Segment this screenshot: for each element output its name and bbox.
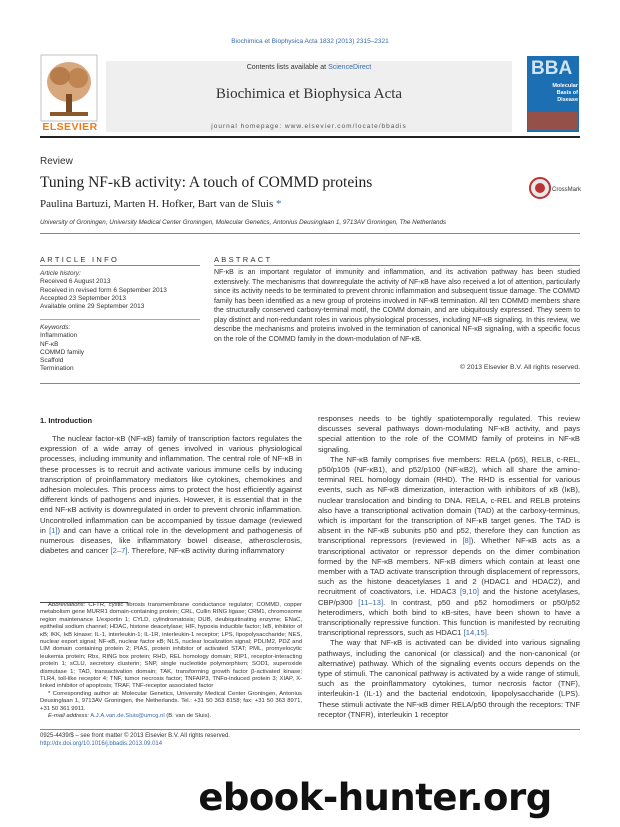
divider: [214, 265, 580, 266]
cover-acronym: BBA: [531, 58, 573, 79]
abbreviations-footnote: Abbreviations: CFTR, cystic fibrosis transmembrane conductance regulator; COMMD, copper metabolism gene MURR1 domain-containing protein; CRL, Cullin RING ligase; CRM1, chromosome region maintenance 1/exportin 1; CYLD, cylindromatosis; DUB, deubiquitinating enzyme; ENaC, epithelial sodium channel; HDAC, histone deacetylase; HIF, hypoxia inducible factor; IκB, inhibitor of κB; IKK, IκB kinase; IL-1, interleukin-1; IL-1R, interleukin-1 receptor; LPS, lipopolysaccharide; NES, nuclear export signal; NF-κB, nuclear factor κB; NLS, nuclear localization signal; PDLIM2, PDZ and LIM domain containing protein 2; PIAS, protein inhibitor of activated STAT; PML, promyelocytic leukemia protein; Rbx, RING box protein; RHD, REL homology domain; RIP1, receptor-interacting protein 1; sCLU, secretory clusterin; SNP, single nucleotide polymorphism; SOD1, superoxide dismutase 1; TAD, transactivation domain; TAK, transforming growth factor β-activated kinase; TLR4, toll-like receptor 4; TNF, tumor necrosis factor; TNFAIP3, TNFα-induced protein 3; XIAP, X-linked inhibitor of apoptosis; TRAF, TNF-receptor associated factor: [40, 602, 302, 690]
body-column-right: [318, 414, 580, 720]
keyword: Termination: [40, 365, 74, 373]
author-affiliation: University of Groningen, University Medical Center Groningen, Molecular Genetics, Antonius Deusinglaan 1, 9713AV Groningen, The Netherlands: [40, 219, 447, 226]
email-link[interactable]: A.J.A.van.de.Sluis@umcg.nl: [90, 713, 165, 720]
divider: [40, 265, 200, 266]
paragraph: The NF-κB family comprises five members: RELA (p65), RELB, c-REL, p50/p105 (NF-κB1), and p52/p100 (NF-κB2), which all share the amino-terminal REL homology domain (RHD). The RHD is essential for various events, such as NF-κB dimerization, interaction with inhibitors of κB (IκB), nuclear translocation and binding to DNA. RELA, c-REL and RELB proteins also have a transcriptional activation domain (TAD) at the carboxy-terminus, which is important for the transcription of NF-κB target genes. The TAD is absent in the NF-κB subunits p50 and p52, therefore they can function as transcriptional repressors (reviewed in [8]). Whether NF-κB acts as a transcriptional activator or repressor depends on the dimer combination formed by the NF-κB members. NF-κB dimers which contain at least one member with a TAD activate transcription through displacement of repressors, such as the histone deacetylases 1 and 2 (HDAC1 and HDAC2), and recruitment of coactivators, i.e. HDAC3 [9,10] and the histone acetylases, CBP/p300 [11–13]. In contrast, p50 and p52 homodimers or p50/p52 heterodimers, which both bind to κB-sites, have been shown to have a transcriptionally repressive function. This function is manifested by recruiting transcriptional repressors, such as HDAC1 [14,15].: [318, 454, 581, 638]
elsevier-tree-logo: [40, 54, 98, 124]
paragraph: responses needs to be tightly spatiotemporally regulated. This review discusses several pathways down-modulating NF-κB activity, and pays special attention to the role of the COMMD family of proteins in NF-κB signaling.: [318, 414, 580, 454]
doi-link[interactable]: http://dx.doi.org/10.1016/j.bbadis.2013.09.014: [40, 741, 163, 747]
contents-line: Contents lists available at ScienceDirect: [246, 64, 372, 71]
journal-citation[interactable]: Biochimica et Biophysica Acta 1832 (2013) 2315–2321: [231, 38, 389, 45]
corresponding-author-footnote: * Corresponding author at: Molecular Genetics, University Medical Center Groningen, Antonius Deusinglaan 1, 9713AV Groningen, the Netherlands. Tel.: +31 50 363 8158; fax: +31 50 363 8971, +31 50 361 9911.: [40, 690, 302, 712]
history-accepted: Accepted 23 September 2013: [40, 294, 127, 302]
article-history: [40, 270, 167, 311]
citation-link[interactable]: [11–13]: [358, 597, 384, 607]
cover-subtitle: Molecular Basis of Disease: [552, 83, 578, 103]
history-online: Available online 29 September 2013: [40, 303, 145, 311]
footnotes: [40, 602, 302, 721]
divider: [40, 729, 580, 730]
cover-band: [528, 112, 578, 130]
divider: [40, 233, 580, 234]
history-label: Article history:: [40, 270, 81, 277]
keyword: NF-κB: [40, 340, 59, 348]
keyword: COMMD family: [40, 348, 85, 356]
journal-homepage[interactable]: journal homepage: www.elsevier.com/locate/bbadis: [211, 123, 407, 130]
article-title: Tuning NF-κB activity: A touch of COMMD proteins: [40, 174, 373, 191]
keyword: Inflammation: [40, 332, 78, 340]
issn-line: 0925-4439/$ – see front matter © 2013 Elsevier B.V. All rights reserved. http://dx.doi.org/10.1016/j.bbadis.2013.09.014: [40, 733, 230, 747]
divider: [40, 383, 580, 384]
abstract-text: NF-κB is an important regulator of immunity and inflammation, and its activation pathway has been studied extensively. The mechanisms that downregulate the activity of NF-κB have also received a lot of attention, particularly since its activity needs to be terminated to prevent chronic inflammation and subsequent tissue damage. The COMMD family has been identified as a new group of proteins involved in NF-κB termination. All ten COMMD members share the structurally conserved carboxy-terminal motif, the COMM domain, and are ubiquitously expressed. They seem to play distinct and non-redundant roles in various physiological processes, including NF-κB signaling. In this review, we describe the mechanisms and proteins involved in the termination of canonical NF-κB signaling, with a specific focus on the role of the COMMD family in the down-modulation of NF-κB.: [214, 269, 580, 343]
abstract-heading: ABSTRACT: [214, 255, 273, 264]
header-rule: [40, 136, 580, 138]
keywords-label: Keywords:: [40, 324, 71, 331]
divider: [40, 319, 200, 320]
article-info-heading: ARTICLE INFO: [40, 255, 120, 264]
crossmark-label: CrossMark: [552, 187, 581, 193]
watermark: ebook-hunter.org: [198, 776, 552, 819]
article-type: Review: [40, 156, 73, 167]
keyword: Scaffold: [40, 357, 64, 365]
author-list: Paulina Bartuzi, Marten H. Hofker, Bart van de Sluis *: [40, 198, 282, 210]
corresponding-author-marker[interactable]: *: [276, 198, 282, 210]
history-received: Received 6 August 2013: [40, 278, 111, 286]
history-revised: Received in revised form 6 September 2013: [40, 286, 167, 294]
paragraph: The way that NF-κB is activated can be divided into various signaling pathways, including the canonical (or classical) and the non-canonical (or alternative) pathway. Which of the signaling events occurs depends on the type of stimuli. The canonical pathway is activated by a wide range of stimuli, such as the proinflammatory cytokines, tumor necrosis factor (TNF), interleukin-1 (IL-1) and the bacterial endotoxin, lipopolysaccharide (LPS). These stimuli activate the NF-κB dimer RELA/p50 through the receptors: TNF receptor (TNFR), interleukin 1 receptor: [318, 638, 580, 719]
body-column-left: [40, 434, 302, 556]
copyright-notice: © 2013 Elsevier B.V. All rights reserved.: [460, 364, 580, 371]
citation-link[interactable]: [14,15]: [463, 628, 487, 638]
email-footnote: E-mail address: A.J.A.van.de.Sluis@umcg.nl (B. van de Sluis).: [48, 713, 212, 720]
sciencedirect-link[interactable]: ScienceDirect: [328, 64, 372, 71]
section-heading: 1. Introduction: [40, 416, 93, 425]
publisher-logo-text: ELSEVIER: [42, 121, 98, 133]
crossmark-icon[interactable]: [529, 175, 581, 203]
journal-title: Biochimica et Biophysica Acta: [215, 86, 403, 102]
paragraph: The nuclear factor-κB (NF-κB) family of transcription factors regulates the expression of a wide array of genes involved in various physiological processes, including immunity and inflammation. The central role of NF-κB in these processes is to recruit and activate various immune cells by inducing transcription of proinflammatory mediators like cytokines, chemokines and adhesion molecules. This process aims to protect the host efficiently against different kinds of pathogens and injuries. However, it is essential that in the end NF-κB activity is downregulated in order to prevent chronic inflammation. Uncontrolled inflammation can be accompanied by tissue damage (reviewed in [1]) and can have a critical role in the development and pathogenesis of numerous diseases, like inflammatory bowel disease, atherosclerosis, diabetes and cancer [2–7]. Therefore, NF-κB activity during inflammatory: [40, 434, 302, 556]
citation-link[interactable]: [8]: [462, 536, 471, 546]
citation-link[interactable]: [9,10]: [459, 587, 479, 597]
keywords: [40, 324, 84, 374]
citation-link[interactable]: [2–7]: [110, 546, 128, 556]
citation-link[interactable]: [1]: [49, 525, 58, 535]
